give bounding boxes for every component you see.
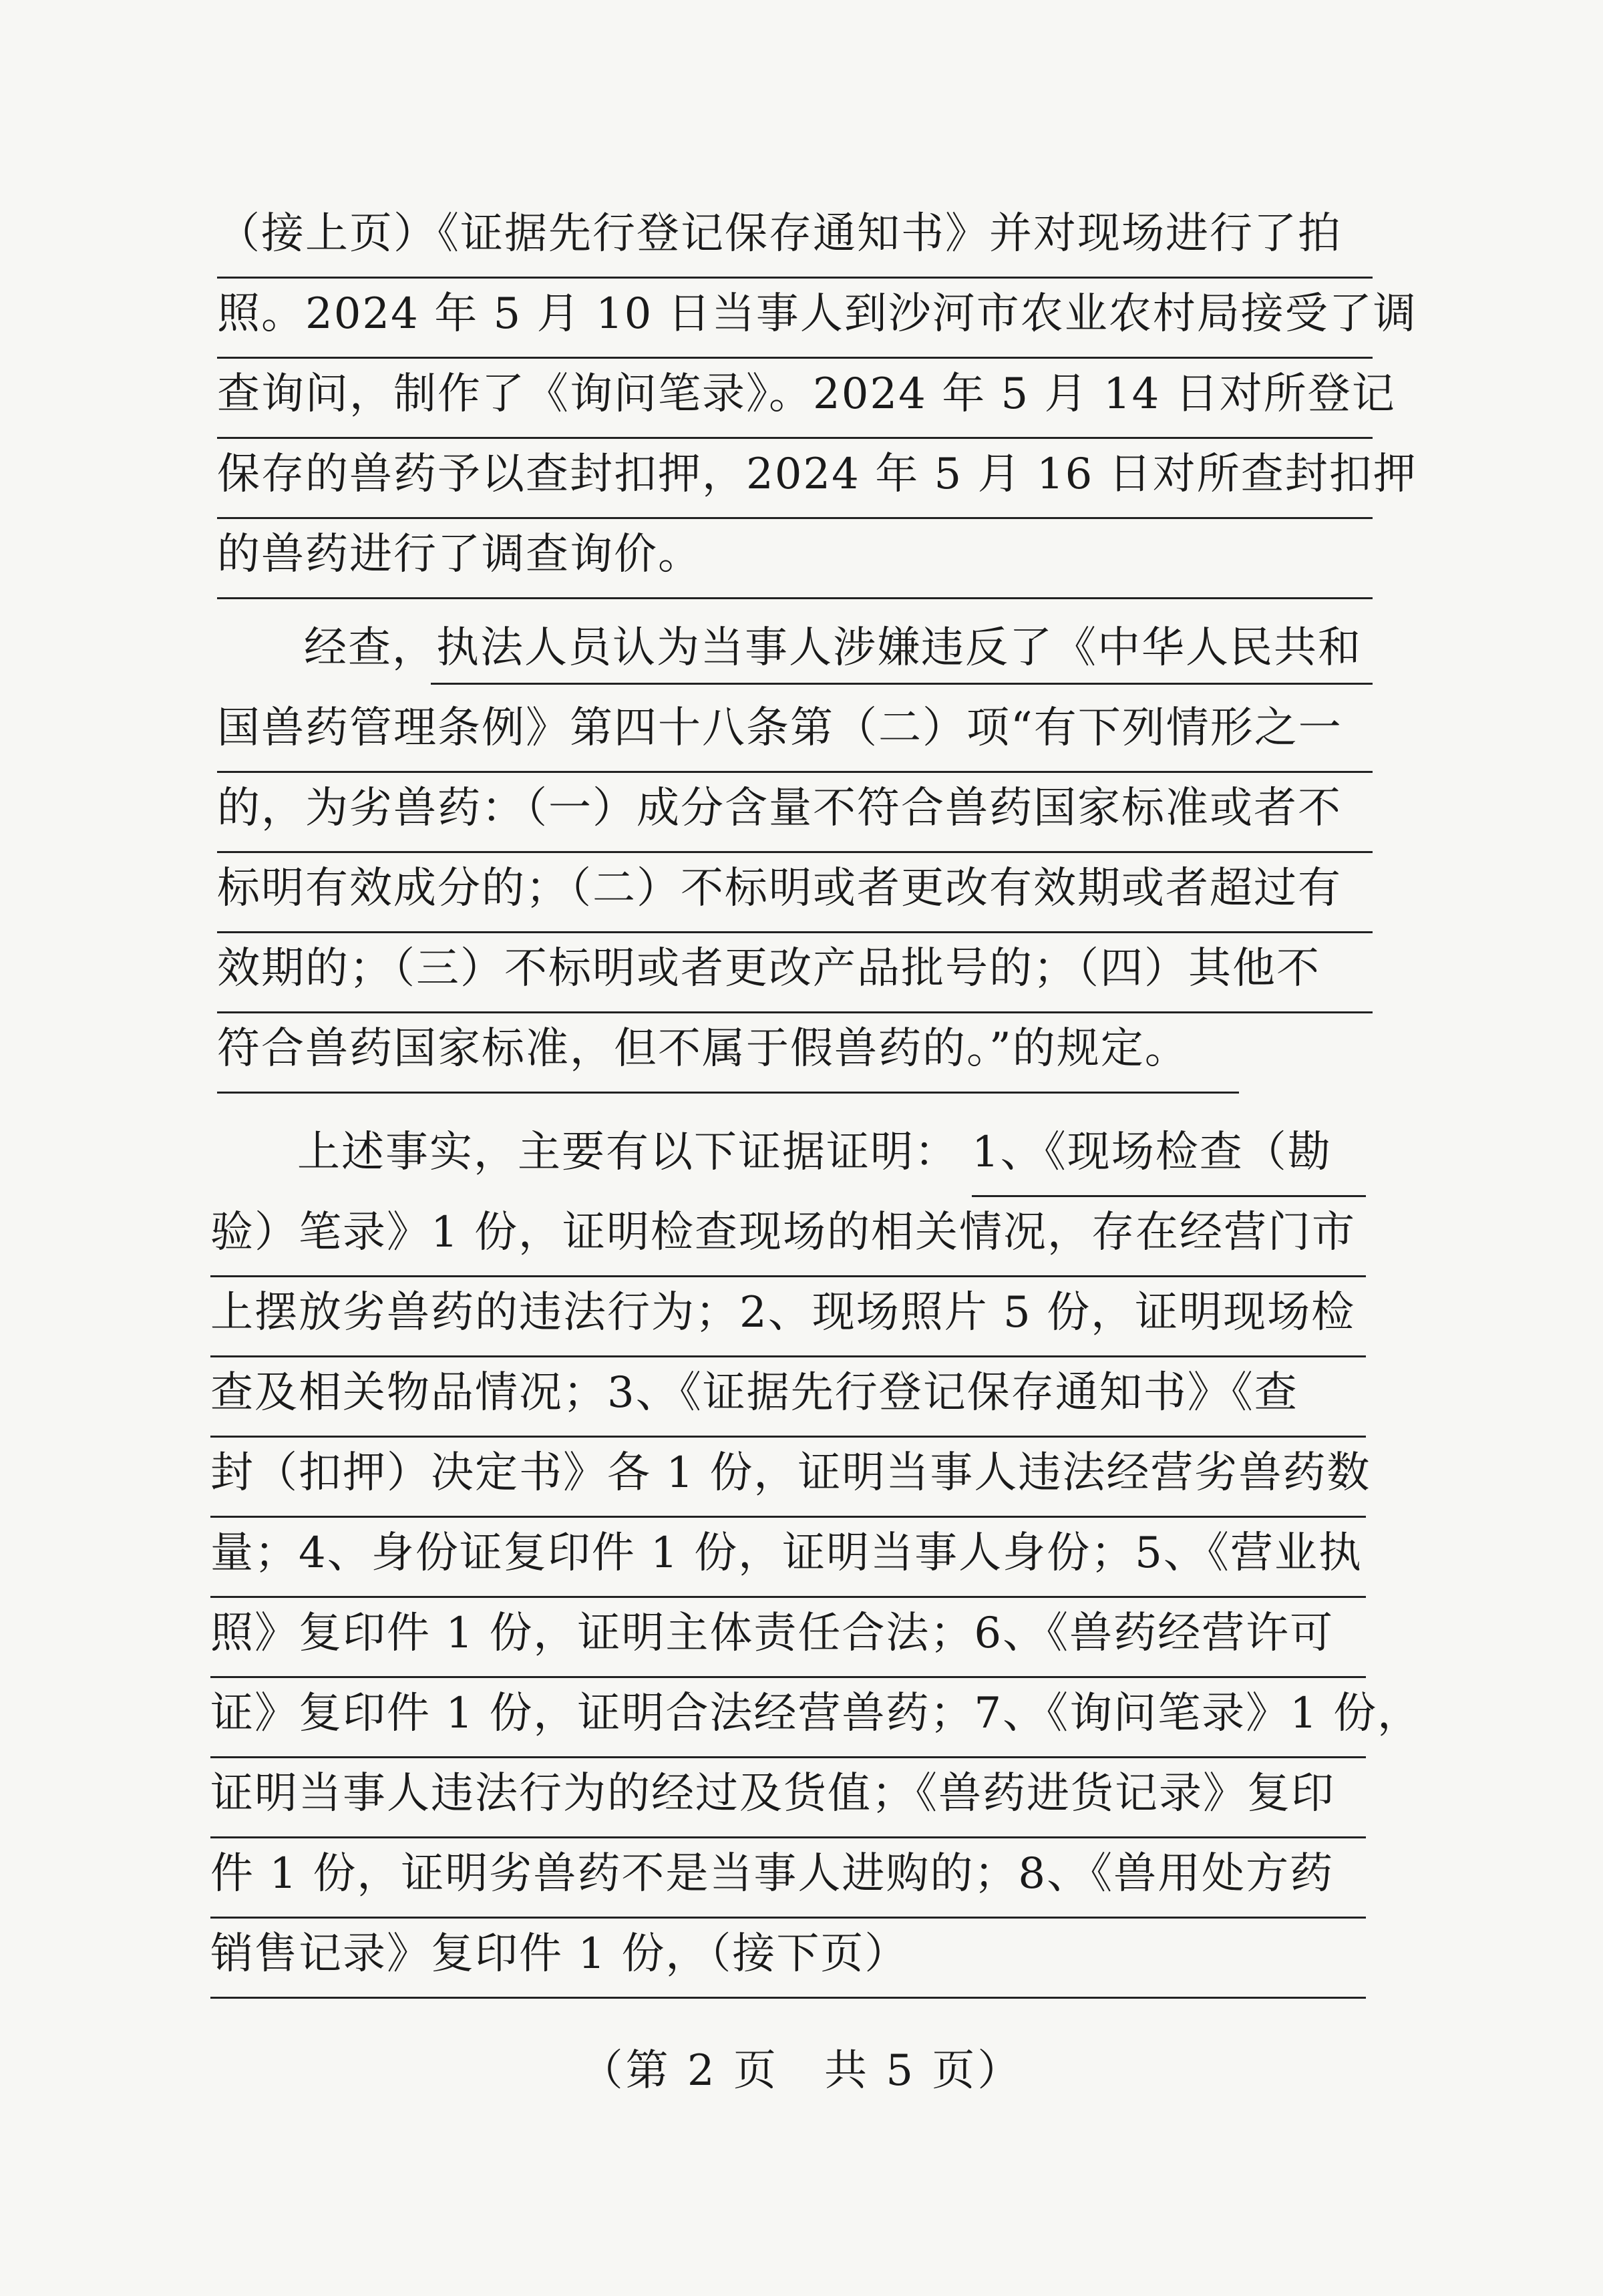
- text-line: 的，为劣兽药：（一）成分含量不符合兽药国家标准或者不: [217, 768, 1373, 853]
- text-line-intro: 上述事实，主要有以下证据证明：: [297, 1128, 958, 1177]
- text-line: 量；4、身份证复印件 1 份，证明当事人身份；5、《营业执: [210, 1513, 1366, 1598]
- text-line: 证明当事人违法行为的经过及货值；《兽药进货记录》复印: [210, 1754, 1366, 1838]
- text-line: 保存的兽药予以查封扣押，2024 年 5 月 16 日对所查封扣押: [217, 434, 1373, 519]
- text-line: 照。2024 年 5 月 10 日当事人到沙河市农业农村局接受了调: [217, 274, 1373, 359]
- text-line: 销售记录》复印件 1 份，（接下页）: [210, 1914, 1366, 1999]
- text-line: 1、《现场检查（勘: [972, 1112, 1366, 1197]
- text-line: 封（扣押）决定书》各 1 份，证明当事人违法经营劣兽药数: [210, 1433, 1366, 1518]
- text-line: （接上页）《证据先行登记保存通知书》并对现场进行了拍: [217, 194, 1373, 279]
- text-line: 查询问，制作了《询问笔录》。2024 年 5 月 14 日对所登记: [217, 354, 1373, 439]
- text-line: 效期的；（三）不标明或者更改产品批号的；（四）其他不: [217, 929, 1373, 1013]
- text-line: 标明有效成分的；（二）不标明或者更改有效期或者超过有: [217, 848, 1373, 933]
- text-line: 验）笔录》1 份，证明检查现场的相关情况，存在经营门市: [210, 1192, 1366, 1277]
- page-number: （第 2 页 共 5 页）: [580, 2046, 1023, 2096]
- text-line: 照》复印件 1 份，证明主体责任合法；6、《兽药经营许可: [210, 1593, 1366, 1678]
- text-line: 上摆放劣兽药的违法行为；2、现场照片 5 份，证明现场检: [210, 1273, 1366, 1357]
- text-line: 的兽药进行了调查询价。: [217, 514, 1373, 599]
- text-line: 证》复印件 1 份，证明合法经营兽药；7、《询问笔录》1 份，: [210, 1673, 1366, 1758]
- text-line: 经查，执法人员认为当事人涉嫌违反了《中华人民共和: [304, 623, 1362, 673]
- text-line: 国兽药管理条例》第四十八条第（二）项“有下列情形之一: [217, 688, 1373, 773]
- text-line: 查及相关物品情况；3、《证据先行登记保存通知书》《查: [210, 1353, 1366, 1438]
- text-line: 件 1 份，证明劣兽药不是当事人进购的；8、《兽用处方药: [210, 1834, 1366, 1919]
- underline: [431, 683, 1373, 685]
- text-line: 符合兽药国家标准，但不属于假兽药的。”的规定。: [217, 1009, 1239, 1094]
